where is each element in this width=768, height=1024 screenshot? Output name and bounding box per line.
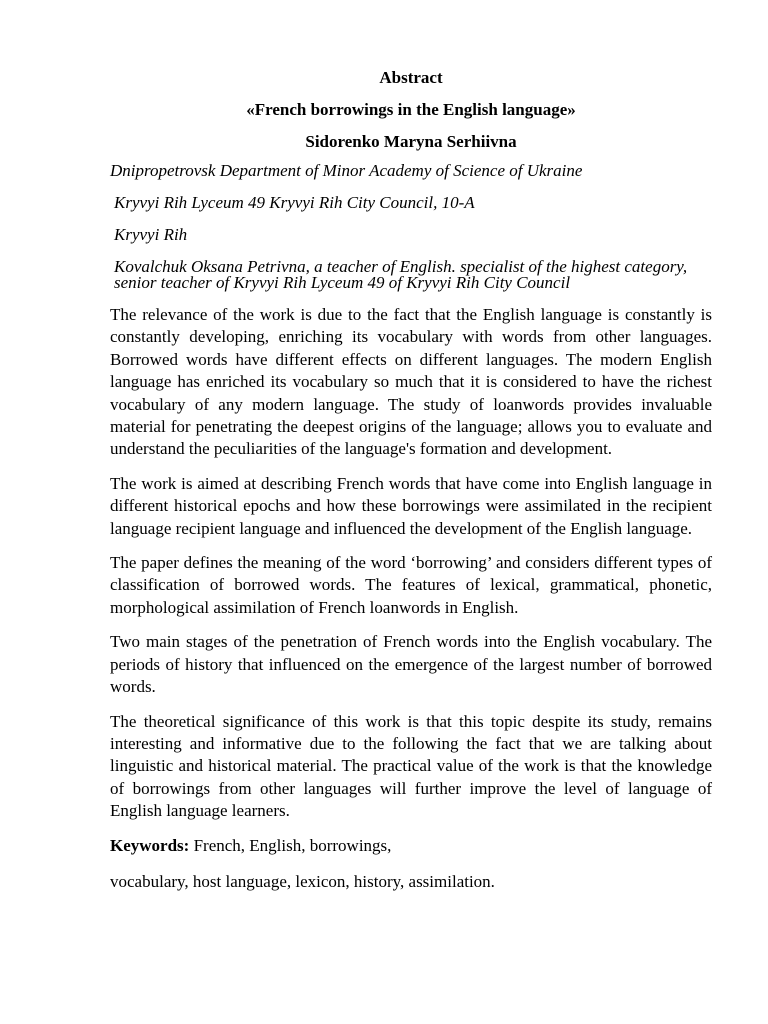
author-name: Sidorenko Maryna Serhiivna <box>305 132 517 151</box>
keywords-list-part2: vocabulary, host language, lexicon, history, assimilation. <box>110 871 495 891</box>
keywords-line <box>110 835 712 857</box>
body-paragraph-definition: The paper defines the meaning of the word ‘borrowing’ and considers different types of classification of borrowed words. The features of lexical, grammatical, phonetic, morphological assimilation of French loanwords in English. <box>110 553 712 617</box>
supervisor-line: Kovalchuk Oksana Petrivna, a teacher of English. specialist of the highest category, senior teacher of Kryvyi Rih Lyceum 49 of Kryvyi Rih City Council <box>114 257 688 292</box>
paper-title: «French borrowings in the English language» <box>246 100 576 119</box>
body-paragraph-aim: The work is aimed at describing French words that have come into English language in different historical epochs and how these borrowings were assimilated in the recipient language recipient language and influenced the development of the English language. <box>110 473 712 538</box>
school-line: Kryvyi Rih Lyceum 49 Kryvyi Rih City Council, 10-A <box>114 193 475 212</box>
city-line: Kryvyi Rih <box>114 225 188 244</box>
keywords-list-part1: French, English, borrowings, <box>189 835 392 855</box>
body-paragraph-relevance: The relevance of the work is due to the fact that the English language is constantly is constantly developing, enriching its vocabulary with words from other languages. Borrowed words have different effects on different languages. The modern English language has enriched its vocabulary so much that it is considered to have the richest vocabulary of any modern language. The study of loanwords provides invaluable material for penetrating the deepest origins of the language; allows you to evaluate and understand the peculiarities of the language's formation and development. <box>110 305 712 459</box>
body-paragraph-stages: Two main stages of the penetration of French words into the English vocabulary. The periods of history that influenced on the emergence of the largest number of borrowed words. <box>110 632 712 697</box>
keywords-label: Keywords: <box>110 835 190 855</box>
department-line: Dnipropetrovsk Department of Minor Academy of Science of Ukraine <box>110 161 583 180</box>
abstract-content <box>110 66 712 893</box>
abstract-heading: Abstract <box>379 68 443 87</box>
body-paragraph-significance: The theoretical significance of this work is that this topic despite its study, remains interesting and informative due to the following the fact that we are talking about linguistic and historical material. The practical value of the work is that the knowledge of borrowings from other languages will further improve the level of language of English language learners. <box>110 711 712 821</box>
